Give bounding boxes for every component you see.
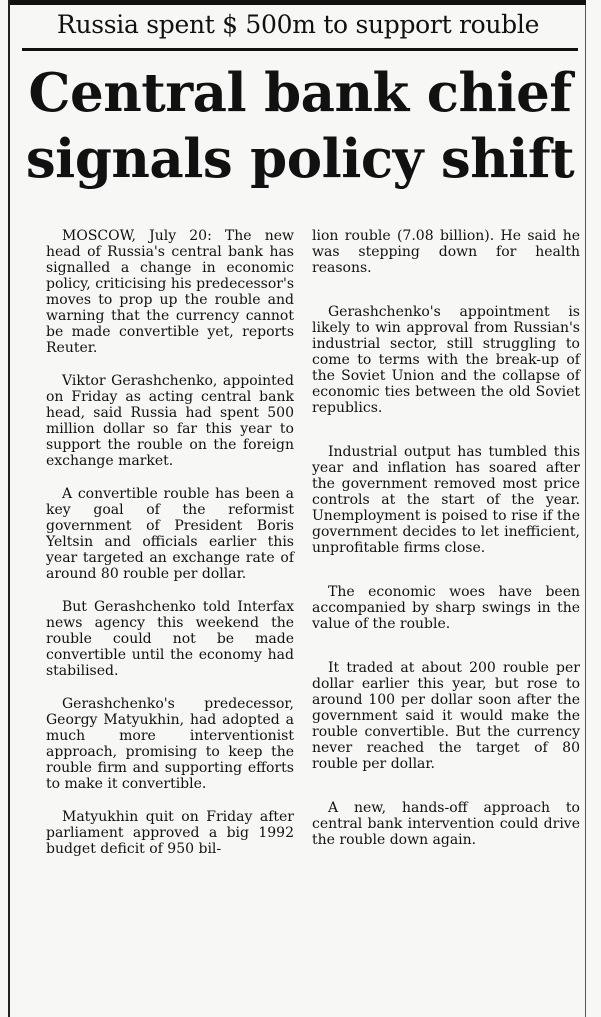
paragraph: But Gerashchenko told Interfax news agency this weekend the rouble could not be made convertible until the economy had stabilised. bbox=[46, 599, 294, 679]
paragraph: The economic woes have been accompanied by sharp swings in the value of the rouble. bbox=[312, 584, 580, 632]
page-frame-left-rule bbox=[8, 0, 10, 1017]
kicker-rule bbox=[22, 48, 578, 51]
top-rule bbox=[10, 0, 586, 5]
paragraph: Gerashchenko's predecessor, Georgy Matyukhin, had adopted a much more interventionist approach, promising to keep the rouble firm and supporting efforts to make it convertible. bbox=[46, 696, 294, 792]
paragraph: Matyukhin quit on Friday after parliament approved a big 1992 budget deficit of 950 bil- bbox=[46, 809, 294, 857]
paragraph-dateline: MOSCOW, July 20: The new head of Russia's central bank has signalled a change in economic policy, criticising his predecessor's moves to prop up the rouble and warning that the currency cannot be made convertible yet, reports Reuter. bbox=[46, 228, 294, 356]
headline-line-1: Central bank chief bbox=[28, 62, 572, 124]
paragraph: Gerashchenko's appointment is likely to win approval from Russian's industrial sector, still struggling to come to terms with the break-up of the Soviet Union and the collapse of economic ties between the old Soviet republics. bbox=[312, 304, 580, 416]
article-column-left bbox=[46, 228, 294, 874]
page-frame-right-rule bbox=[585, 0, 586, 1017]
paragraph-continued: lion rouble (7.08 billion). He said he was stepping down for health reasons. bbox=[312, 228, 580, 276]
paragraph: A convertible rouble has been a key goal of the reformist government of President Boris Yeltsin and officials earlier this year targeted an exchange rate of around 80 rouble per dollar. bbox=[46, 486, 294, 582]
kicker-headline: Russia spent $ 500m to support rouble bbox=[56, 10, 540, 39]
paragraph: A new, hands-off approach to central bank intervention could drive the rouble down again. bbox=[312, 800, 580, 848]
article-column-right bbox=[312, 228, 580, 868]
paragraph: Industrial output has tumbled this year and inflation has soared after the government removed most price controls at the start of the year. Unemployment is poised to rise if the government decides to let inefficient, unprofitable firms close. bbox=[312, 444, 580, 556]
paragraph: Viktor Gerashchenko, appointed on Friday as acting central bank head, said Russia had spent 500 million dollar so far this year to support the rouble on the foreign exchange market. bbox=[46, 373, 294, 469]
headline-line-2: signals policy shift bbox=[25, 128, 575, 190]
paragraph: It traded at about 200 rouble per dollar earlier this year, but rose to around 100 per dollar soon after the government said it would make the rouble convertible. But the currency never reached the target of 80 rouble per dollar. bbox=[312, 660, 580, 772]
main-headline bbox=[22, 60, 578, 192]
